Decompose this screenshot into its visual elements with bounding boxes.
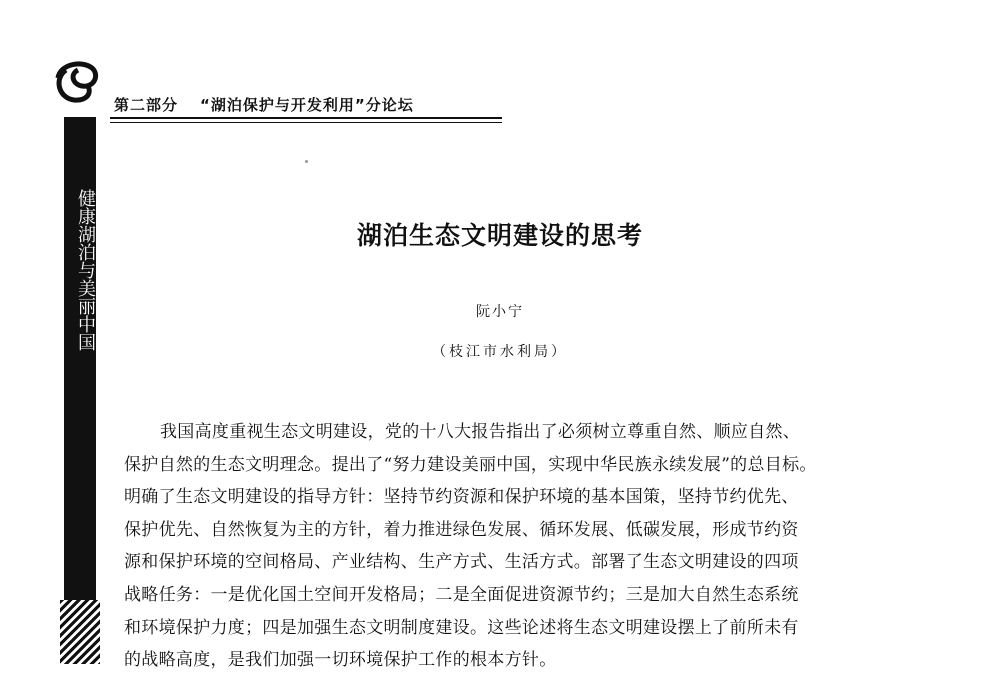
body-line: 我国高度重视生态文明建设，党的十八大报告指出了必须树立尊重自然、顺应自然、: [160, 422, 801, 442]
running-header: [114, 94, 414, 115]
book-logo-icon: [52, 58, 102, 106]
header-rule: [110, 117, 502, 119]
side-tab-title: 健康湖泊与美丽中国: [75, 189, 96, 351]
body-paragraph: [124, 416, 904, 677]
body-line: 战略任务：一是优化国土空间开发格局；二是全面促进资源节约；三是加大自然生态系统: [124, 584, 799, 605]
side-stripes-decoration: [60, 600, 100, 664]
body-line: 和环境保护力度；四是加强生态文明制度建设。这些论述将生态文明建设摆上了前所未有: [124, 617, 799, 638]
section-label: 第二部分: [114, 96, 179, 114]
body-line: 保护优先、自然恢复为主的方针，着力推进绿色发展、循环发展、低碳发展，形成节约资: [124, 519, 799, 540]
body-line: 源和保护环境的空间格局、产业结构、生产方式、生活方式。部署了生态文明建设的四项: [124, 552, 799, 573]
body-line: 保护自然的生态文明理念。提出了“努力建设美丽中国，实现中华民族永续发展”的总目标。: [124, 454, 817, 475]
article-title: 湖泊生态文明建设的思考: [356, 221, 643, 250]
author-affiliation: （枝江市水利局）: [432, 344, 568, 360]
header-rule-thin: [110, 122, 502, 123]
article-body: [124, 416, 904, 677]
forum-label: “湖泊保护与开发利用”分论坛: [200, 96, 414, 114]
author-name: 阮小宁: [476, 304, 524, 320]
body-line: 明确了生态文明建设的指导方针：坚持节约资源和保护环境的基本国策，坚持节约优先、: [124, 487, 799, 508]
scan-speck: [305, 160, 308, 163]
body-line: 的战略高度，是我们加强一切环境保护工作的根本方针。: [124, 650, 557, 671]
